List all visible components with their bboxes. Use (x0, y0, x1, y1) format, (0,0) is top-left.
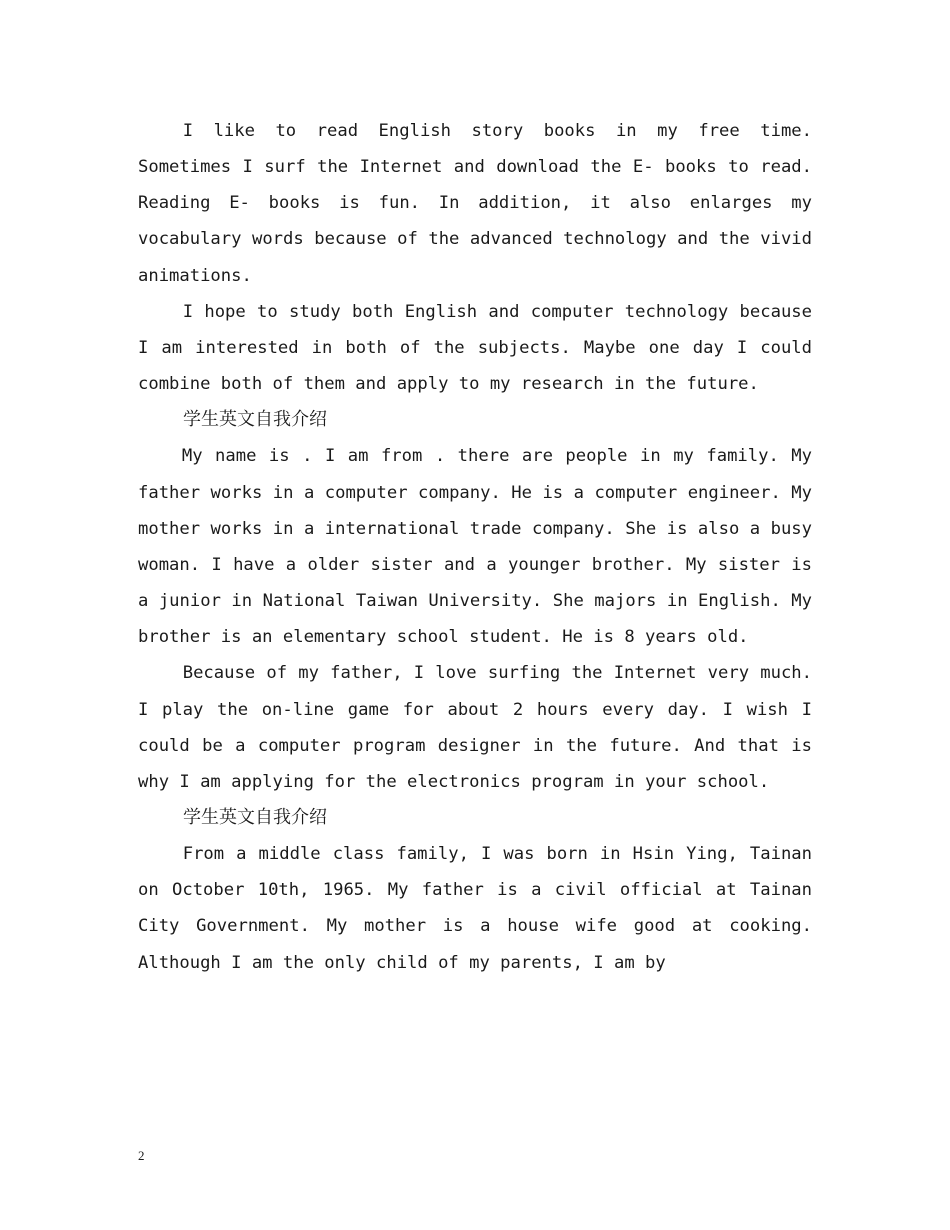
paragraph-background: From a middle class family, I was born in Hsin Ying, Tainan on October 10th, 1965. My father is a civil official at Tainan City Government. My mother is a house wife good at cooking. Although I am the only child of my parents, I am by (138, 844, 812, 973)
page-number: 2 (138, 1148, 145, 1163)
paragraph-internet: Because of my father, I love surfing the Internet very much. I play the on-line game for about 2 hours every day. I wish I could be a computer program designer in the future. And that is why I am applying for the electronics program in your school. (138, 663, 812, 792)
section-heading-1: 学生英文自我介绍 (183, 409, 327, 431)
section-heading-2: 学生英文自我介绍 (183, 806, 327, 828)
paragraph-study-plans: I hope to study both English and computer technology because I am interested in both of the subjects. Maybe one day I could combine both of them and apply to my research in the future. (138, 301, 812, 395)
paragraph-family: My name is . I am from . there are people in my family. My father works in a computer company. He is a computer engineer. My mother works in a international trade company. She is also a busy woman. I have a older sister and a younger brother. My sister is a junior in National Taiwan University. She majors in English. My brother is an elementary school student. He is 8 years old. (138, 446, 812, 648)
paragraph-reading-hobby: I like to read English story books in my free time. Sometimes I surf the Internet and download the E- books to read. Reading E- books is fun. In addition, it also enlarges my vocabulary words because of the advanced technology and the vivid animations. (138, 121, 812, 286)
document-body (138, 113, 812, 981)
